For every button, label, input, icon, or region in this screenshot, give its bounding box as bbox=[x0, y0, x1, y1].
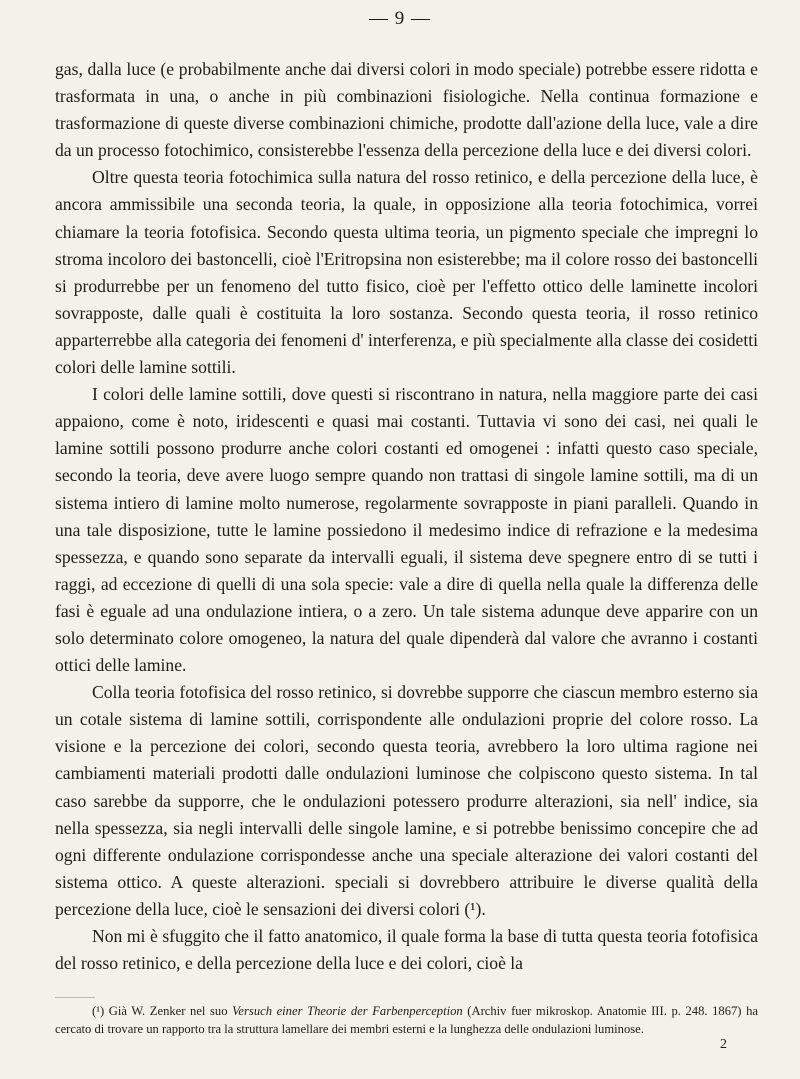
footnote-divider bbox=[55, 997, 95, 998]
page-number: — 9 — bbox=[369, 8, 431, 29]
body-text bbox=[55, 56, 758, 977]
paragraph-1: gas, dalla luce (e probabilmente anche dai diversi colori in modo speciale) potrebbe essere ridotta e trasformata in una, o anche in più combinazioni fisiologiche. Nella continua formazione e trasformazione di queste diverse combinazioni chimiche, prodotte dall'azione della luce, vale a dire da un processo fotochimico, consisterebbe l'essenza della percezione della luce e dei diversi colori. bbox=[55, 59, 758, 161]
signature-mark: 2 bbox=[720, 1037, 727, 1052]
paragraph-3: I colori delle lamine sottili, dove questi si riscontrano in natura, nella maggiore parte dei casi appaiono, come è noto, iridescenti e quasi mai costanti. Tuttavia vi sono dei casi, nei quali le lamine sottili possono produrre anche colori costanti ed omogenei : infatti questo caso speciale, secondo la teoria, deve avere luogo sempre quando non trattasi di singole lamine sottili, ma di un sistema intiero di lamine molto numerose, regolarmente sovrapposte in piani paralleli. Quando in una tale disposizione, tutte le lamine possiedono il medesimo indice di refrazione e la medesima spessezza, e quando sono separate da intervalli eguali, il sistema deve spegnere entro di se tutti i raggi, ad eccezione di quelli di una sola specie: vale a dire di quella nella quale la differenza delle fasi è eguale ad una ondulazione intiera, o a zero. Un tale sistema adunque deve apparire con un solo determinato colore omogeneo, la natura del quale dipenderà dal valore che avranno i costanti ottici delle lamine. bbox=[55, 384, 758, 676]
footnote-cited-title: Versuch einer Theorie der Farbenperception bbox=[232, 1004, 463, 1018]
footnote-prefix: (¹) Già W. Zenker nel suo bbox=[92, 1004, 233, 1018]
paragraph-5: Non mi è sfuggito che il fatto anatomico, il quale forma la base di tutta questa teoria fotofisica del rosso retinico, e della percezione della luce e dei colori, cioè la bbox=[55, 926, 758, 974]
paragraph-2: Oltre questa teoria fotochimica sulla natura del rosso retinico, e della percezione della luce, è ancora ammissibile una seconda teoria, la quale, in opposizione alla teoria fotochimica, vorrei chiamare la teoria fotofisica. Secondo questa ultima teoria, un pigmento speciale che impregni lo stroma incoloro dei bastoncelli, cioè l'Eritropsina non esisterebbe; ma il colore rosso dei bastoncelli si produrrebbe per un fenomeno del tutto fisico, cioè per l'effetto ottico delle laminette incolori sovrapposte, dalle quali è costituita la loro sostanza. Secondo questa teoria, il rosso retinico apparterrebbe alla categoria dei fenomeni d' interferenza, e più specialmente alla classe dei cosidetti colori delle lamine sottili. bbox=[55, 167, 758, 378]
paragraph-4: Colla teoria fotofisica del rosso retinico, si dovrebbe supporre che ciascun membro esterno sia un cotale sistema di lamine sottili, corrispondente alle ondulazioni proprie del colore rosso. La visione e la percezione dei colori, secondo questa teoria, avrebbero la loro ultima ragione nei cambiamenti materiali prodotti dalle ondulazioni luminose che colpiscono questo sistema. In tal caso sarebbe da supporre, che le ondulazioni potessero produrre alterazioni, sia nell' indice, sia nella spessezza, sia negli intervalli delle singole lamine, e si potrebbe benissimo concepire che ad ogni differente ondulazione corrispondesse anche una speciale alterazione dei valori costanti del sistema ottico. A queste alterazioni. speciali si dovrebbero attribuire le diverse qualità della percezione della luce, cioè le sensazioni dei diversi colori (¹). bbox=[55, 682, 758, 919]
footnote-suffix: (Archiv fuer mikroskop. Anatomie III. p. 248. 1867) ha cercato di trovare un rapporto tra la struttura lamellare dei membri esterni e la lunghezza delle ondulazioni luminose. bbox=[55, 1004, 758, 1036]
footnote bbox=[55, 1003, 758, 1038]
